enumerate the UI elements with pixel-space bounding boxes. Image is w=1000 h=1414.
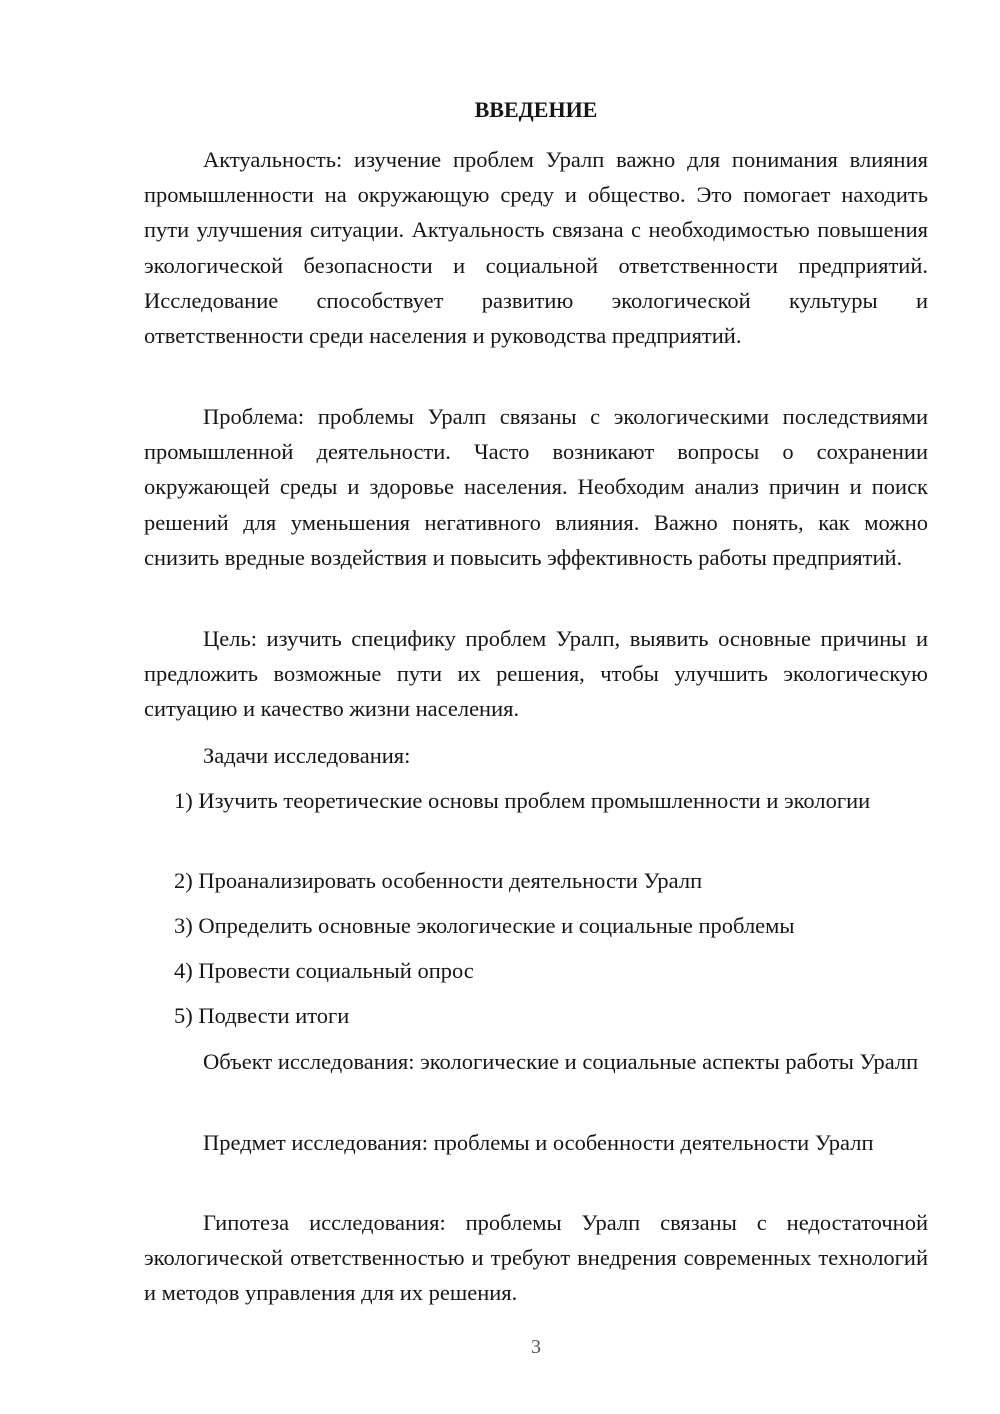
page-title: ВВЕДЕНИЕ (474, 97, 598, 122)
problem-paragraph: Проблема: проблемы Уралп связаны с экологическими последствиями промышленной деятельности. Часто возникают вопросы о сохранении окружающей среды и здоровье населения. Необходим анализ причин и поиск решений для уменьшения негативного влияния. Важно понять, как можно снизить вредные воздействия и повысить эффективность работы предприятий. (144, 404, 928, 570)
relevance-paragraph: Актуальность: изучение проблем Уралп важно для понимания влияния промышленности на окружающую среду и общество. Это помогает находить пути улучшения ситуации. Актуальность связана с необходимостью повышения экологической безопасности и социальной ответственности предприятий. Исследование способствует развитию экологической культуры и ответственности среди населения и руководства предприятий. (144, 147, 928, 349)
task-item-2: 2) Проанализировать особенности деятельности Уралп (174, 868, 703, 893)
task-item-5: 5) Подвести итоги (174, 1003, 350, 1028)
subject-paragraph: Предмет исследования: проблемы и особенности деятельности Уралп (203, 1130, 874, 1155)
object-paragraph: Объект исследования: экологические и социальные аспекты работы Уралп (203, 1049, 919, 1074)
goal-paragraph: Цель: изучить специфику проблем Уралп, выявить основные причины и предложить возможные пути их решения, чтобы улучшить экологическую ситуацию и качество жизни населения. (144, 626, 928, 722)
task-item-3: 3) Определить основные экологические и социальные проблемы (174, 913, 795, 938)
task-item-4: 4) Провести социальный опрос (174, 958, 474, 983)
task-item-1: 1) Изучить теоретические основы проблем промышленности и экологии (174, 788, 871, 813)
page-number: 3 (531, 1336, 541, 1358)
tasks-heading: Задачи исследования: (203, 743, 411, 768)
hypothesis-paragraph: Гипотеза исследования: проблемы Уралп связаны с недостаточной экологической ответственностью и требуют внедрения современных технологий и методов управления для их решения. (144, 1210, 928, 1306)
